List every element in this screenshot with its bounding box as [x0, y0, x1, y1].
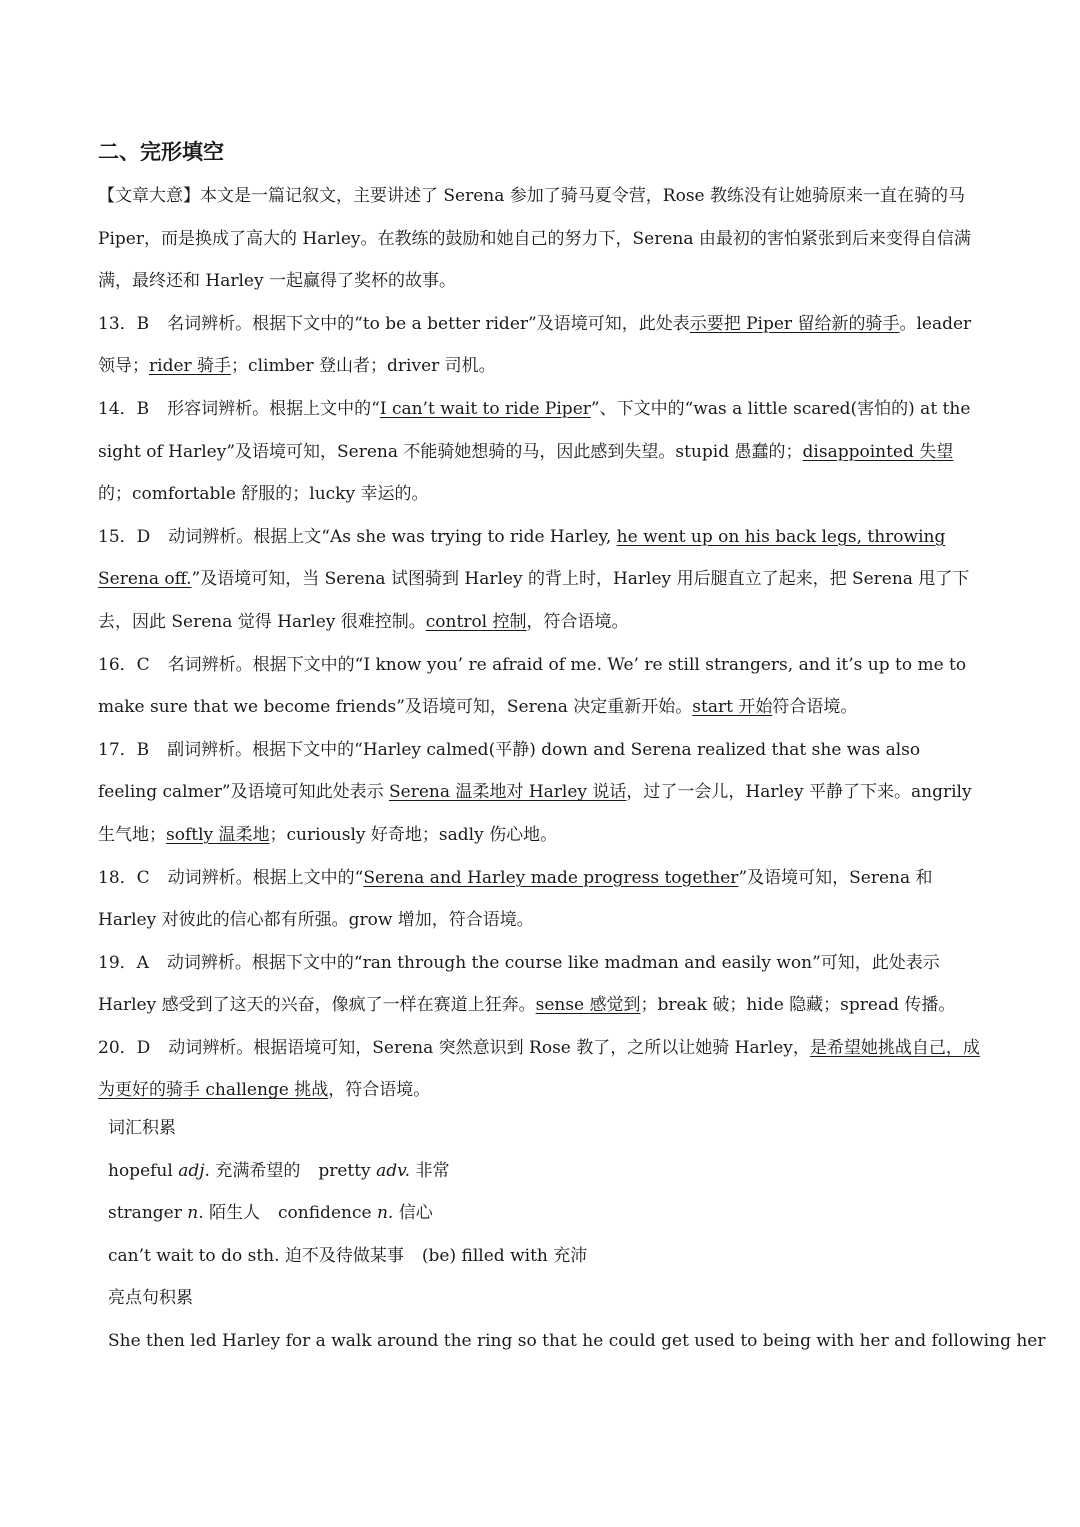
vocab-word: hopeful [108, 1160, 173, 1181]
underlined-evidence: he went up on his back legs, throwing Serena off. [98, 526, 946, 590]
answer-number: 13．B [98, 313, 150, 334]
explanation-text: ；climber 登山者；driver 司机。 [231, 356, 496, 377]
answer-list [98, 303, 984, 1112]
vocab-word: confidence [278, 1203, 372, 1224]
vocabulary-section [108, 1107, 1046, 1363]
explanation-text: ；break 破；hide 隐藏；spread 传播。 [640, 995, 956, 1016]
highlight-sentence: She then led Harley for a walk around the ring so that he could get used to being with her and following her [108, 1330, 1046, 1351]
answer-number: 20．D [98, 1037, 151, 1058]
vocab-meaning: 信心 [398, 1203, 433, 1224]
vocab-word: pretty [318, 1160, 371, 1181]
answer-item [98, 388, 984, 516]
vocab-meaning: 陌生人 [209, 1203, 261, 1224]
vocab-meaning: 充沛 [553, 1245, 588, 1266]
explanation-text: 动词辨析。根据下文中的“ran through the course like madman and easily won”可知，此处表示 Harley 感受到了这天的兴奋，像疯了一样在赛道上狂奔。 [98, 952, 940, 1016]
explanation-text: ”及语境可知，Serena 和 Harley 对彼此的信心都有所强。grow 增加，符合语境。 [98, 867, 933, 931]
answer-item [98, 516, 984, 644]
answer-item [98, 942, 984, 1027]
underlined-evidence: I can’t wait to ride Piper [379, 398, 591, 419]
vocab-word: stranger [108, 1203, 182, 1224]
highlight-heading: 亮点句积累 [108, 1288, 193, 1309]
explanation-text: 名词辨析。根据下文中的“I know you’ re afraid of me. We’ re still strangers, and it’s up to me to make sure that we become friends”及语境可知，Serena 决定重新开始。 [98, 654, 967, 718]
explanation-text: 符合语境。 [772, 697, 858, 718]
answer-number: 16．C [98, 654, 150, 675]
vocab-meaning: 非常 [415, 1160, 450, 1181]
explanation-text: ；curiously 好奇地；sadly 伤心地。 [269, 824, 558, 845]
answer-number: 18．C [98, 867, 150, 888]
explanation-text: 。leader 领导； [98, 313, 972, 377]
explanation-text: ”及语境可知，当 Serena 试图骑到 Harley 的背上时，Harley 用后腿直立了起来，把 Serena 甩了下去，因此 Serena 觉得 Harley 很难控制。 [98, 569, 970, 632]
vocab-line [108, 1150, 978, 1193]
underlined-evidence: Serena 温柔地对 Harley 说话 [389, 782, 627, 803]
summary-label: 【文章大意】 [98, 186, 200, 206]
document-body [98, 175, 984, 1112]
underlined-evidence: 示要把 Piper 留给新的骑手 [689, 313, 900, 334]
underlined-evidence: softly 温柔地 [166, 824, 270, 845]
underlined-evidence: rider 骑手 [149, 356, 232, 377]
explanation-text: 动词辨析。根据上文中的“ [167, 867, 364, 888]
underlined-evidence: start 开始 [692, 697, 773, 718]
vocab-word: can’t wait to do sth. [108, 1245, 280, 1266]
vocab-part-of-speech: adj. [178, 1160, 210, 1181]
vocab-meaning: 迫不及待做某事 [284, 1245, 404, 1266]
vocab-heading: 词汇积累 [108, 1118, 176, 1138]
answer-item [98, 303, 984, 388]
vocab-line [108, 1235, 978, 1278]
answer-number: 19．A [98, 952, 149, 973]
explanation-text: 名词辨析。根据下文中的“to be a better rider”及语境可知，此处表 [167, 313, 690, 334]
vocab-part-of-speech: n. [376, 1203, 394, 1224]
vocab-list [108, 1150, 978, 1278]
underlined-evidence: Serena and Harley made progress together [363, 867, 739, 888]
vocab-word: (be) filled with [421, 1245, 548, 1266]
section-title: 二、完形填空 [98, 140, 224, 164]
answer-item [98, 729, 984, 857]
explanation-text: 形容词辨析。根据上文中的“ [167, 398, 380, 419]
answer-item [98, 1027, 984, 1112]
explanation-text: ，符合语境。 [526, 611, 629, 632]
summary-text: 本文是一篇记叙文，主要讲述了 Serena 参加了骑马夏令营，Rose 教练没有让她骑原来一直在骑的马 Piper，而是换成了高大的 Harley。在教练的鼓励和她自己的努力下，Serena 由最初的害怕紧张到后来变得自信满满，最终还和 Harley 一起赢得了奖杯的故事。 [98, 186, 971, 292]
vocab-part-of-speech: adv. [376, 1160, 411, 1181]
answer-item [98, 857, 984, 942]
explanation-text: 动词辨析。根据上文“As she was trying to ride Harley, [168, 526, 617, 547]
underlined-evidence: sense 感觉到 [535, 995, 641, 1016]
explanation-text: 动词辨析。根据语境可知，Serena 突然意识到 Rose 教了，之所以让她骑 Harley， [168, 1037, 810, 1058]
explanation-text: 的；comfortable 舒服的；lucky 幸运的。 [98, 484, 429, 505]
explanation-text: ”、下文中的“was a little scared(害怕的) at the sight of Harley”及语境可知，Serena 不能骑她想骑的马，因此感到失望。stupid 愚蠢的； [98, 398, 971, 462]
explanation-text: ，过了一会儿，Harley 平静了下来。angrily 生气地； [98, 782, 972, 845]
summary-paragraph [98, 175, 984, 303]
answer-item [98, 644, 984, 729]
underlined-evidence: control 控制 [425, 611, 527, 632]
vocab-meaning: 充满希望的 [215, 1160, 301, 1181]
explanation-text: 副词辨析。根据下文中的“Harley calmed(平静) down and Serena realized that she was also feeling calmer”及语境可知此处表示 [98, 739, 921, 803]
explanation-text: ，符合语境。 [328, 1080, 431, 1101]
answer-number: 15．D [98, 526, 151, 547]
underlined-evidence: 是希望她挑战自己，成为更好的骑手 challenge 挑战 [98, 1037, 980, 1101]
underlined-evidence: disappointed 失望 [802, 441, 954, 462]
answer-number: 17．B [98, 739, 150, 760]
vocab-line [108, 1192, 978, 1235]
answer-number: 14．B [98, 398, 150, 419]
vocab-part-of-speech: n. [187, 1203, 204, 1224]
